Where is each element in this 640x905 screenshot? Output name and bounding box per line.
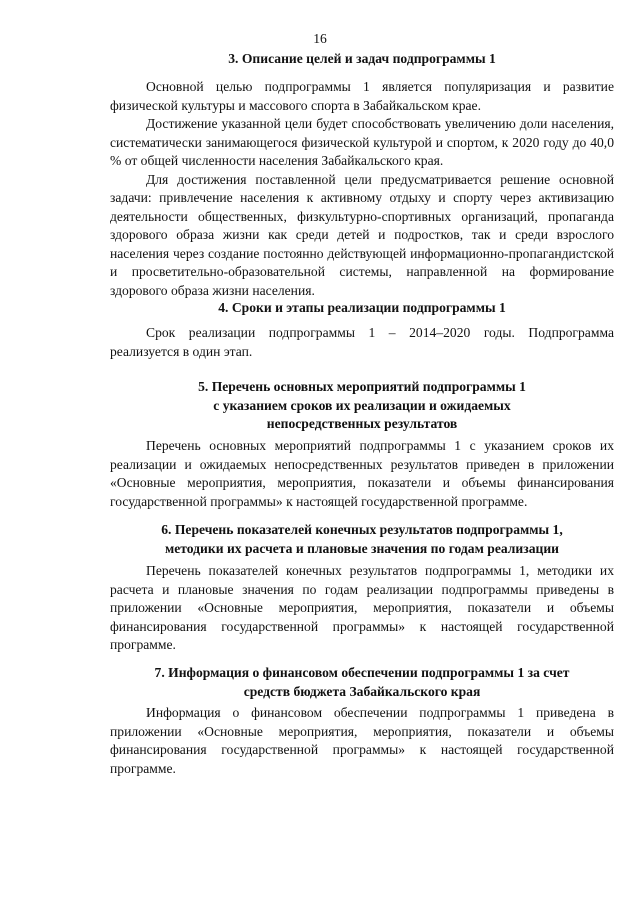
section-6-heading-line-2: методики их расчета и плановые значения по годам реализации <box>164 540 559 556</box>
section-4-body <box>110 324 614 361</box>
section-7-heading-line-2: средств бюджета Забайкальского края <box>243 683 481 699</box>
section-5 <box>110 378 614 434</box>
section-7-body <box>110 704 614 778</box>
section-3-paragraph-1: Основной целью подпрограммы 1 является популяризация и развитие физической культуры и массового спорта в Забайкальском крае. <box>110 79 614 113</box>
section-3-body <box>110 78 614 300</box>
page-number: 16 <box>313 31 327 46</box>
section-6-heading-line-1: 6. Перечень показателей конечных результатов подпрограммы 1, <box>161 522 563 537</box>
section-5-body <box>110 437 614 511</box>
section-6-paragraph-1: Перечень показателей конечных результатов подпрограммы 1, методики их расчета и плановые значения по годам реализации подпрограммы приведены в приложении «Основные мероприятия, мероприятия, показатели и объемы финансирования государственной программы» к настоящей государственной программе. <box>110 563 614 652</box>
section-5-heading-line-3: непосредственных результатов <box>266 416 458 431</box>
section-3-paragraph-2: Достижение указанной цели будет способствовать увеличению доли населения, систематически занимающегося физической культурой и спортом, к 2020 году до 40,0 % от общей численности населения Забайкальского края. <box>110 116 614 168</box>
section-3-heading: 3. Описание целей и задач подпрограммы 1 <box>228 51 496 66</box>
section-7 <box>110 664 614 701</box>
section-5-heading-line-1: 5. Перечень основных мероприятий подпрограммы 1 <box>198 379 526 394</box>
section-5-heading-line-2: с указанием сроков их реализации и ожидаемых <box>213 397 511 413</box>
section-6 <box>110 521 614 558</box>
section-6-body <box>110 562 614 655</box>
section-5-paragraph-1: Перечень основных мероприятий подпрограммы 1 с указанием сроков их реализации и ожидаемых непосредственных результатов приведен в приложении «Основные мероприятия, мероприятия, показатели и объемы финансирования государственной программы» к настоящей государственной программе. <box>110 438 614 509</box>
section-3-paragraph-3: Для достижения поставленной цели предусматривается решение основной задачи: привлечение населения к активному отдыху и спорту через активизацию деятельности общественных, физкультурно-спортивных организаций, пропаганда здорового образа жизни как среди детей и подростков, так и среди взрослого населения через создание постоянно действующей информационно-пропагандистской и просветительно-образовательной системы, направленной на формирование здорового образа жизни населения. <box>110 171 614 298</box>
section-4-paragraph-1: Срок реализации подпрограммы 1 – 2014–2020 годы. Подпрограмма реализуется в один этап. <box>110 325 614 359</box>
section-3 <box>110 50 614 69</box>
section-7-heading-line-1: 7. Информация о финансовом обеспечении подпрограммы 1 за счет <box>154 665 570 680</box>
section-7-paragraph-1: Информация о финансовом обеспечении подпрограммы 1 приведена в приложении «Основные мероприятия, мероприятия, показатели и объемы финансирования государственной программы» к настоящей государственной программе. <box>110 705 614 776</box>
section-4-heading: 4. Сроки и этапы реализации подпрограммы 1 <box>218 300 506 315</box>
section-4 <box>110 299 614 318</box>
